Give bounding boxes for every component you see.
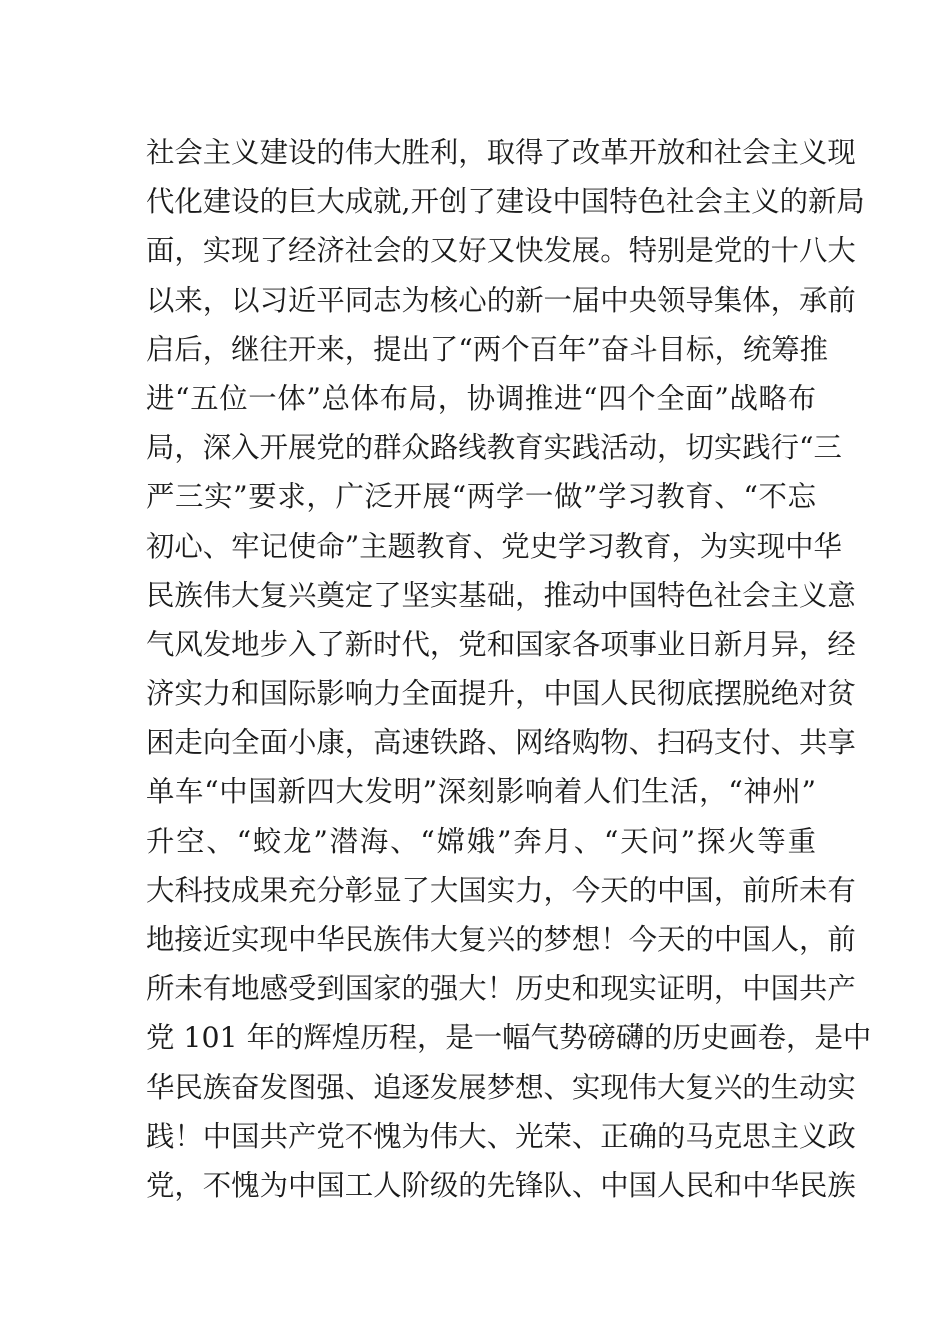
text-line: 地接近实现中华民族伟大复兴的梦想！今天的中国人，前 (146, 923, 856, 956)
text-line: 济实力和国际影响力全面提升，中国人民彻底摆脱绝对贫 (146, 677, 856, 711)
text-line: 民族伟大复兴奠定了坚实基础，推动中国特色社会主义意 (146, 578, 856, 612)
text-line: 单车“中国新四大发明”深刻影响着人们生活，“神州” (146, 775, 816, 809)
text-line: 践！中国共产党不愧为伟大、光荣、正确的马克思主义政 (146, 1119, 856, 1153)
text-line: 党，不愧为中国工人阶级的先锋队、中国人民和中华民族 (146, 1168, 856, 1202)
text-line: 升空、“蛟龙”潜海、“嫦娥”奔月、“天问”探火等重 (146, 824, 816, 858)
body-text (146, 128, 872, 1210)
text-line: 面，实现了经济社会的又好又快发展。特别是党的十八大 (146, 234, 856, 268)
text-line: 以来，以习近平同志为核心的新一届中央领导集体，承前 (146, 283, 856, 317)
text-line: 社会主义建设的伟大胜利，取得了改革开放和社会主义现 (146, 136, 856, 169)
text-line: 严三实”要求，广泛开展“两学一做”学习教育、“不忘 (146, 480, 816, 514)
text-line: 气风发地步入了新时代，党和国家各项事业日新月异，经 (146, 627, 856, 661)
text-line: 初心、牢记使命”主题教育、党史学习教育，为实现中华 (146, 529, 842, 563)
text-line: 大科技成果充分彰显了大国实力，今天的中国，前所未有 (146, 873, 856, 907)
text-line: 局，深入开展党的群众路线教育实践活动，切实践行“三 (146, 431, 842, 465)
text-line: 困走向全面小康，高速铁路、网络购物、扫码支付、共享 (146, 726, 856, 760)
text-line: 党 101 年的辉煌历程，是一幅气势磅礴的历史画卷，是中 (146, 1021, 872, 1055)
text-line: 华民族奋发图强、追逐发展梦想、实现伟大复兴的生动实 (146, 1070, 856, 1104)
text-line: 进“五位一体”总体布局，协调推进“四个全面”战略布 (146, 381, 816, 415)
text-line: 代化建设的巨大成就,开创了建设中国特色社会主义的新局 (146, 185, 865, 219)
text-line: 所未有地感受到国家的强大！历史和现实证明，中国共产 (146, 972, 856, 1006)
text-line: 启后，继往开来，提出了“两个百年”奋斗目标，统筹推 (146, 332, 829, 366)
